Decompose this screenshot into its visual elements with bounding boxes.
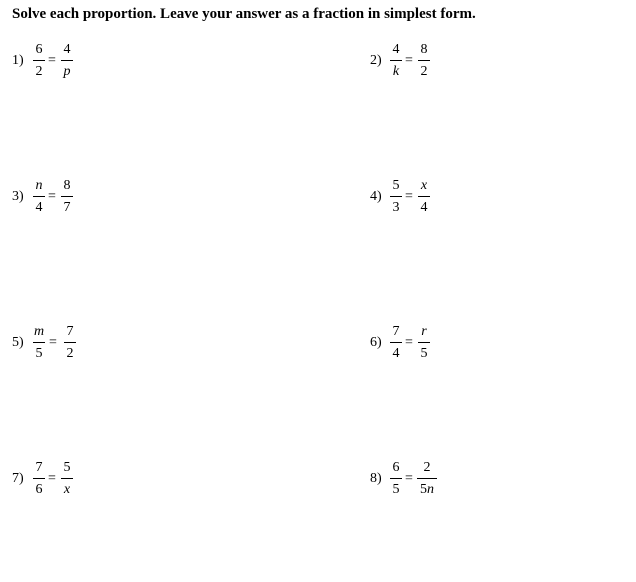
right-fraction [418, 42, 430, 80]
problem-1 [12, 42, 92, 82]
problem-number: 8) [370, 471, 382, 486]
problem-4 [370, 178, 450, 218]
left-fraction [390, 324, 402, 362]
fraction-bar [33, 342, 45, 343]
left-denominator: 4 [392, 346, 400, 361]
fraction-bar [418, 342, 430, 343]
problem-number: 4) [370, 189, 382, 204]
fraction-bar [418, 196, 430, 197]
fraction-bar [33, 60, 45, 61]
right-numerator: 8 [420, 42, 428, 57]
fraction-bar [418, 60, 430, 61]
fraction-bar [390, 478, 402, 479]
equals-sign: = [405, 471, 413, 486]
equals-sign: = [405, 53, 413, 68]
equals-sign: = [48, 189, 56, 204]
left-fraction [33, 324, 45, 362]
left-fraction [33, 460, 45, 498]
right-fraction [417, 460, 437, 498]
left-numerator: 7 [392, 324, 400, 339]
equals-sign: = [405, 189, 413, 204]
fraction-bar [390, 342, 402, 343]
problem-6 [370, 324, 450, 364]
right-fraction [418, 178, 430, 216]
left-denominator: 4 [35, 200, 43, 215]
equals-sign: = [48, 471, 56, 486]
problem-8 [370, 460, 450, 500]
right-numerator: 7 [66, 324, 74, 339]
right-denominator: 7 [63, 200, 71, 215]
left-denominator: 5 [392, 482, 400, 497]
problem-2 [370, 42, 450, 82]
left-fraction [390, 42, 402, 80]
left-numerator: 6 [35, 42, 43, 57]
fraction-bar [64, 342, 76, 343]
fraction-bar [417, 478, 437, 479]
left-denominator: 6 [35, 482, 43, 497]
right-fraction [61, 178, 73, 216]
fraction-bar [33, 196, 45, 197]
fraction-bar [61, 60, 73, 61]
problem-number: 3) [12, 189, 24, 204]
problem-number: 6) [370, 335, 382, 350]
problem-7 [12, 460, 92, 500]
left-numerator: m [33, 324, 45, 339]
fraction-bar [61, 478, 73, 479]
problem-number: 5) [12, 335, 24, 350]
left-numerator: 5 [392, 178, 400, 193]
right-numerator: x [420, 178, 428, 193]
right-numerator: r [421, 324, 427, 339]
problem-number: 1) [12, 53, 24, 68]
equals-sign: = [49, 335, 57, 350]
problem-number: 7) [12, 471, 24, 486]
equals-sign: = [48, 53, 56, 68]
right-numerator: 5 [63, 460, 71, 475]
fraction-bar [61, 196, 73, 197]
left-fraction [390, 178, 402, 216]
right-numerator: 4 [63, 42, 71, 57]
right-fraction [61, 42, 73, 80]
instructions-heading: Solve each proportion. Leave your answer as a fraction in simplest form. [12, 6, 476, 22]
right-fraction [64, 324, 76, 362]
right-denominator: p [63, 64, 71, 79]
left-fraction [33, 42, 45, 80]
fraction-bar [390, 60, 402, 61]
right-numerator: 8 [63, 178, 71, 193]
problem-3 [12, 178, 92, 218]
left-fraction [390, 460, 402, 498]
fraction-bar [33, 478, 45, 479]
left-denominator: k [392, 64, 400, 79]
equals-sign: = [405, 335, 413, 350]
left-fraction [33, 178, 45, 216]
right-fraction [418, 324, 430, 362]
right-denominator: x [63, 482, 71, 497]
left-numerator: 6 [392, 460, 400, 475]
fraction-bar [390, 196, 402, 197]
problem-number: 2) [370, 53, 382, 68]
left-denominator: 2 [35, 64, 43, 79]
right-denominator: 4 [420, 200, 428, 215]
left-denominator: 5 [35, 346, 43, 361]
left-numerator: n [35, 178, 43, 193]
right-numerator: 2 [423, 460, 431, 475]
left-denominator: 3 [392, 200, 400, 215]
right-denominator: 2 [420, 64, 428, 79]
right-fraction [61, 460, 73, 498]
right-denominator: 5 [420, 346, 428, 361]
right-denominator: 5n [420, 482, 434, 497]
left-numerator: 7 [35, 460, 43, 475]
right-denominator: 2 [66, 346, 74, 361]
problem-5 [12, 324, 92, 364]
left-numerator: 4 [392, 42, 400, 57]
